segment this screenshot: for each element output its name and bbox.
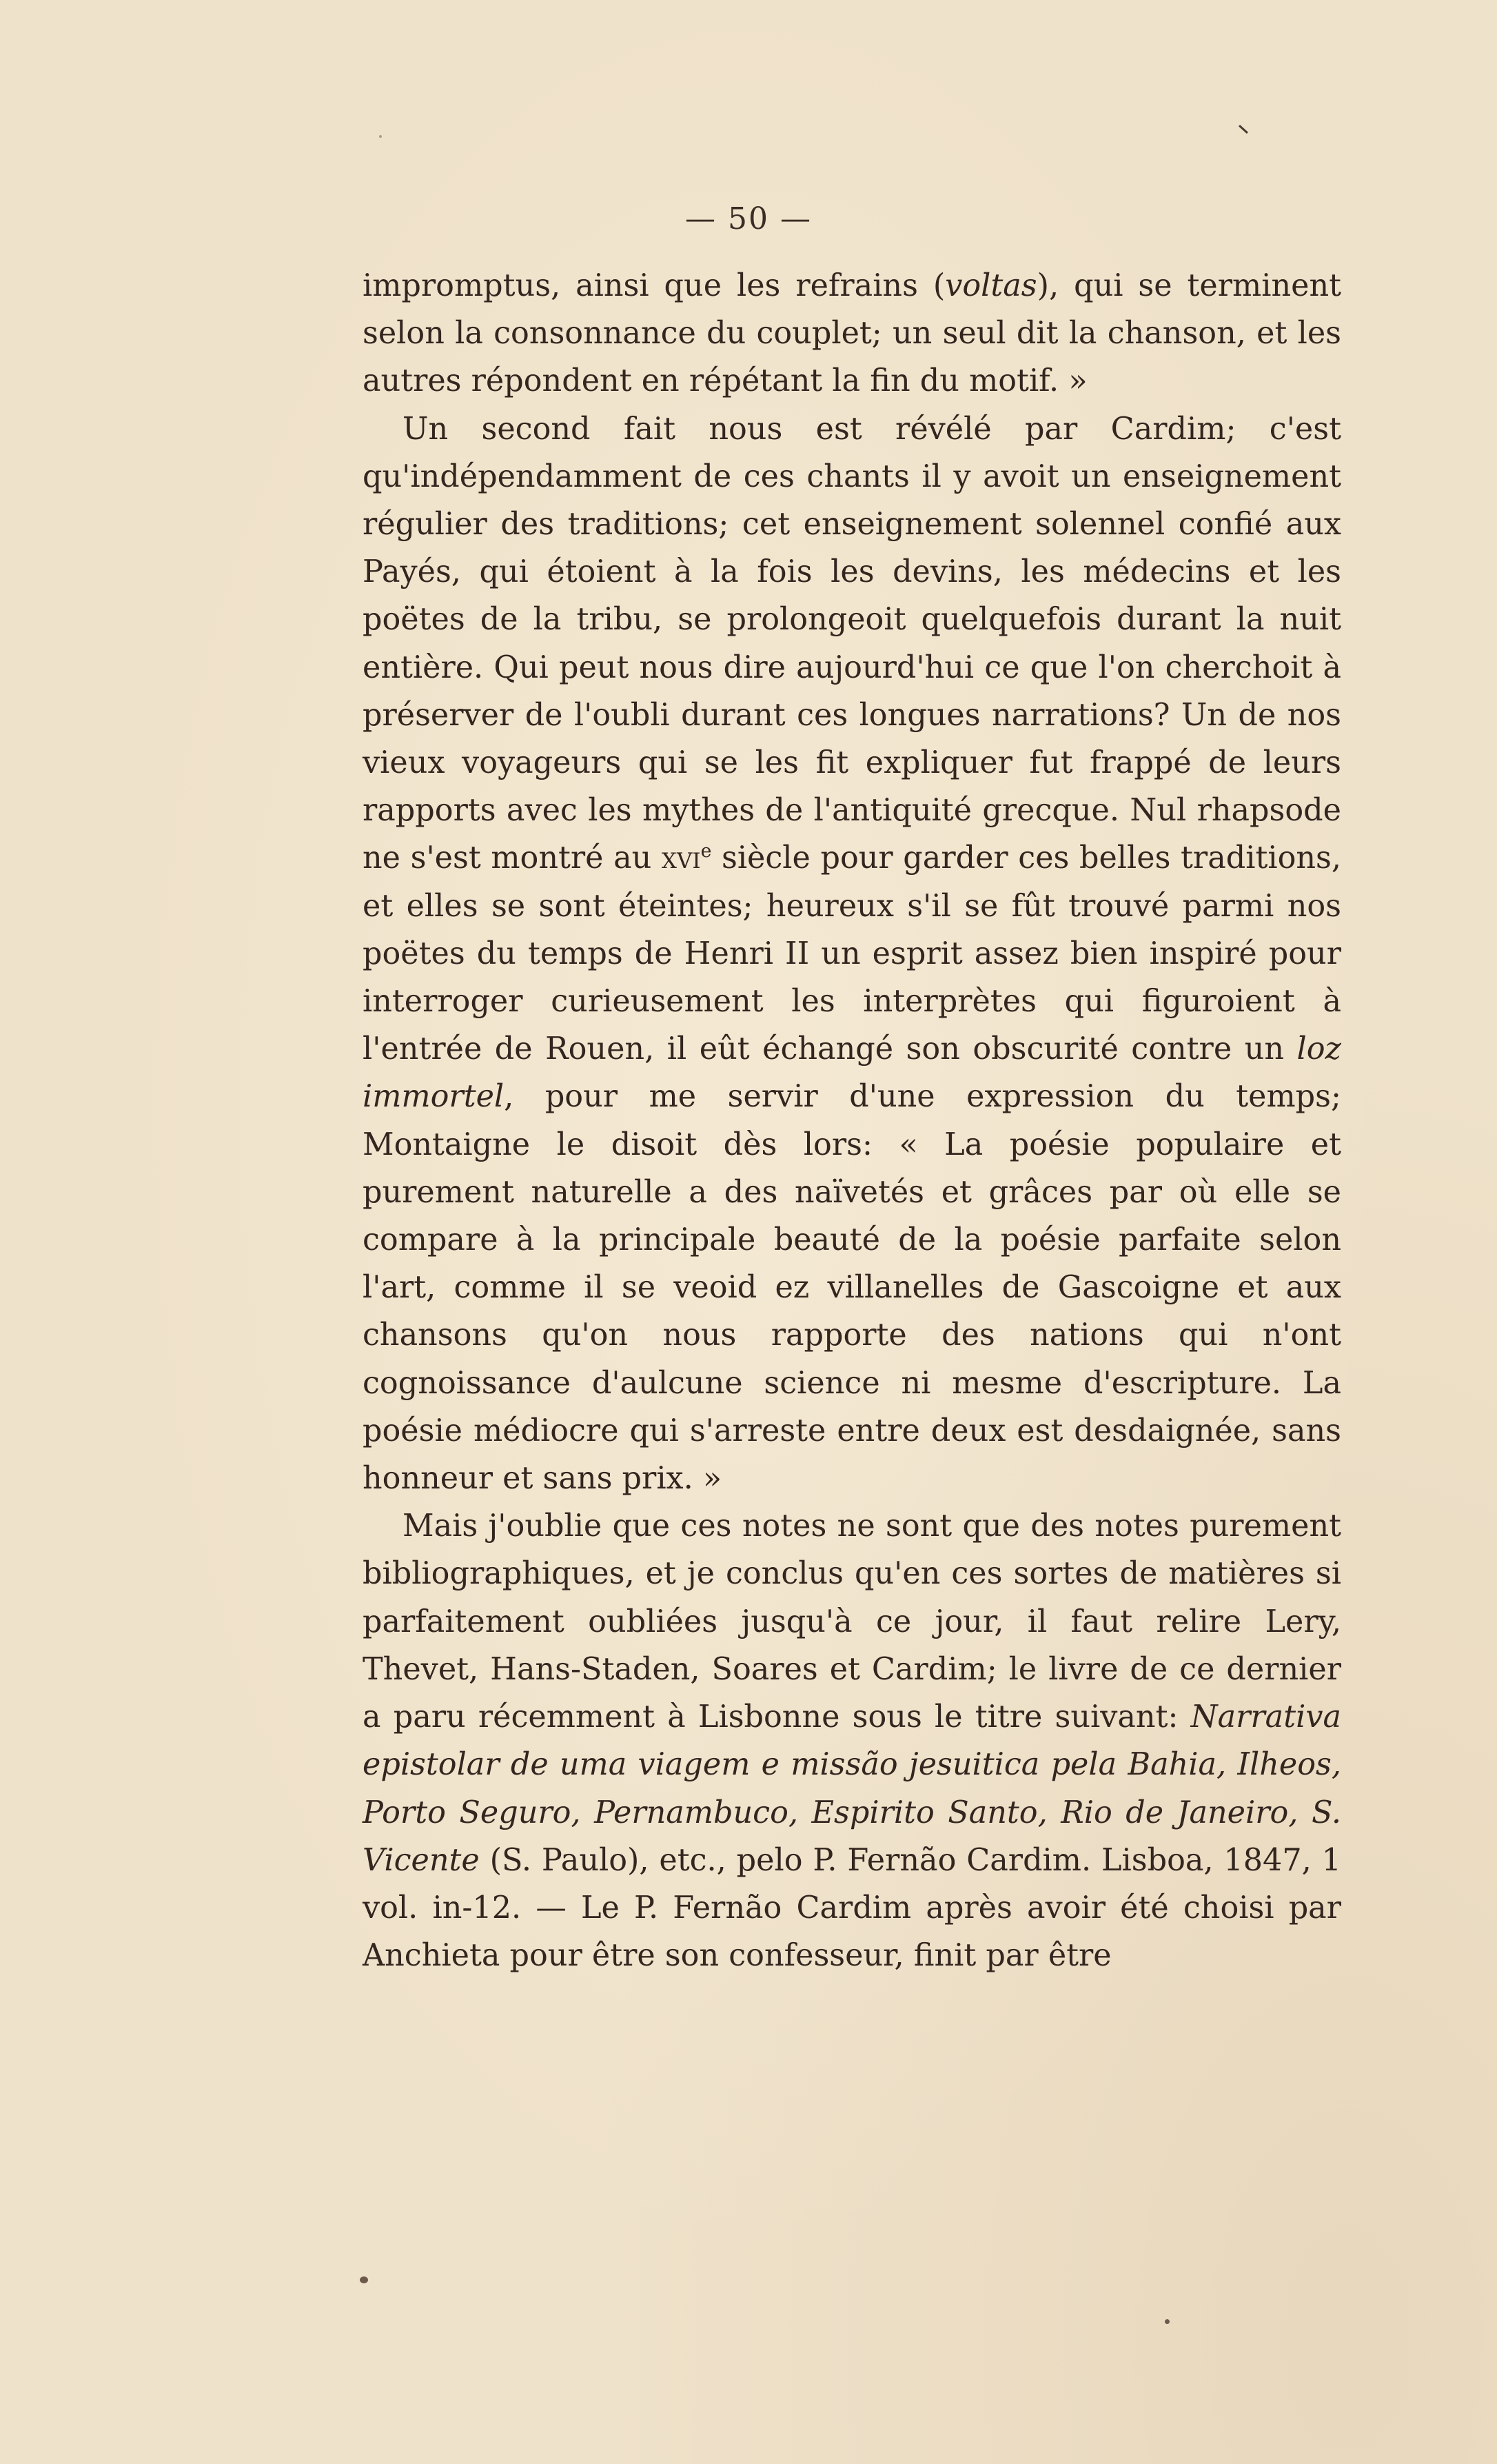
text-run: siècle pour garder ces belles traditions, et elles se sont éteintes; heureux s'il se fût trouvé parmi nos poëtes du temps de Henri II un esprit assez bien inspiré pour interroger curieusement les interprètes qui figuroient à l'entrée de Rouen, il eût échangé son obscurité contre un [363,840,1341,1067]
text-run: e [700,840,712,862]
text-run: Mais j'oublie que ces notes ne sont que des notes purement bibliographiques, et je conclus qu'en ces sortes de matières si parfaitement oubliées jusqu'à ce jour, il faut relire Lery, Thevet, Hans-Staden, Soares et Cardim; le livre de ce dernier a paru récemment à Lisbonne sous le titre suivant: [363,1508,1341,1735]
text-run: xvi [661,840,701,876]
page-number: — 50 — [685,201,812,236]
text-run: impromptus, ainsi que les refrains ( [363,268,946,303]
text-run: Un second fait nous est révélé par Cardim; c'est qu'indépendamment de ces chants il y avoit un enseignement régulier des traditions; cet enseignement solennel confié aux Payés, qui étoient à la fois les devins, les médecins et les poëtes de la tribu, se prolongeoit quelquefois durant la nuit entière. Qui peut nous dire aujourd'hui ce que l'on cherchoit à préserver de l'oubli durant ces longues narrations? Un de nos vieux voyageurs qui se les fit expliquer fut frappé de leurs rapports avec les mythes de l'antiquité grecque. Nul rhapsode ne s'est montré au [363,411,1341,876]
paragraph-1 [363,262,1341,405]
text-run: loz immortel [363,1031,1341,1115]
paragraph-3 [363,1502,1341,1979]
paragraph-2 [363,405,1341,1503]
ink-speck [379,135,382,138]
text-run: ), qui se terminent selon la consonnance du couplet; un seul dit la chanson, et les autres répondent en répétant la fin du motif. » [363,268,1341,399]
ink-speck [1165,2319,1170,2324]
text-run: Narrativa epistolar de uma viagem e missão jesuitica pela Bahia, Ilheos, Porto Seguro, Pernambuco, Espirito Santo, Rio de Janeiro, S. Vicente [363,1699,1341,1878]
text-run: (S. Paulo), etc., pelo P. Fernão Cardim. Lisboa, 1847, 1 vol. in-12. — Le P. Fernão Cardim après avoir été choisi par Anchieta pour être son confesseur, finit par être [363,1842,1341,1974]
ink-mark [1239,125,1248,134]
text-run: voltas [945,268,1037,303]
ink-speck [360,2276,368,2283]
body-text [363,262,1341,1979]
text-run: , pour me servir d'une expression du temps; Montaigne le disoit dès lors: « La poésie populaire et purement naturelle a des naïvetés et grâces par où elle se compare à la principale beauté de la poésie parfaite selon l'art, comme il se veoid ez villanelles de Gascoigne et aux chansons qu'on nous rapporte des nations qui n'ont cognoissance d'aulcune science ni mesme d'escripture. La poésie médiocre qui s'arreste entre deux est desdaignée, sans honneur et sans prix. » [363,1079,1341,1497]
